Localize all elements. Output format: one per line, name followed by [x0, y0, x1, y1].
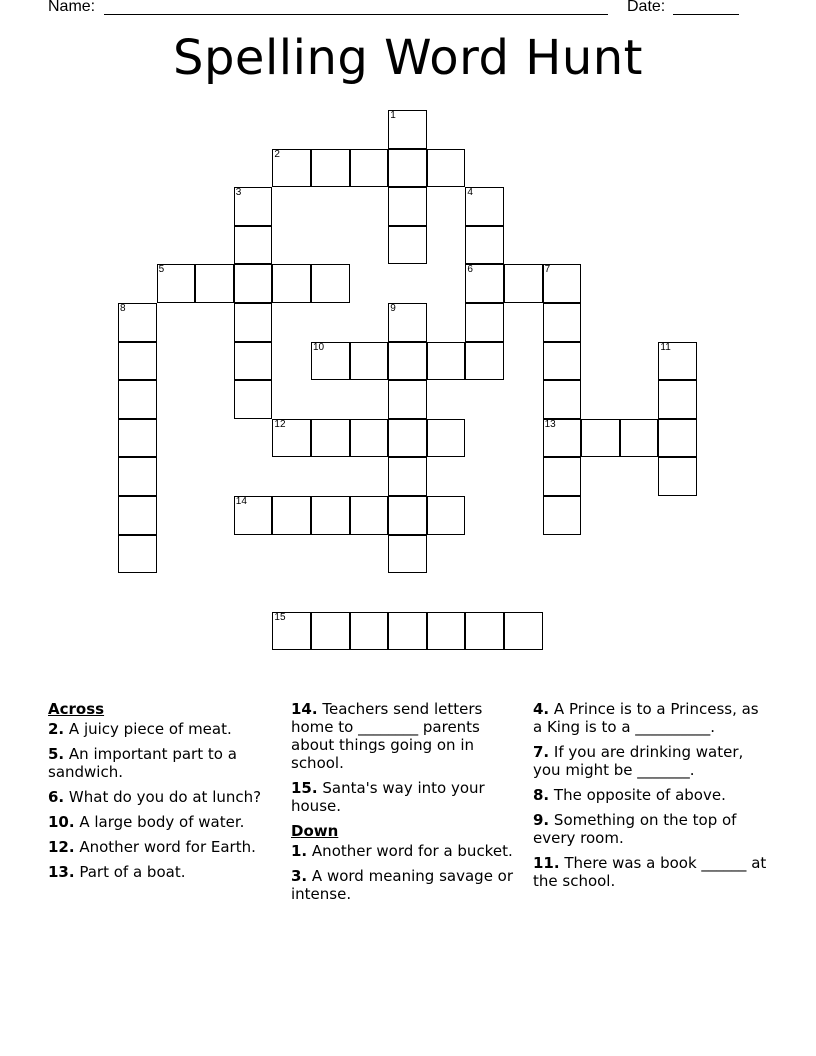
grid-cell[interactable] [234, 303, 273, 342]
grid-cell[interactable] [350, 149, 389, 188]
clue-across-15: 15. Santa's way into your house. [291, 779, 485, 815]
grid-cell[interactable] [234, 342, 273, 381]
grid-cell[interactable] [388, 303, 427, 342]
grid-cell[interactable] [311, 264, 350, 303]
grid-cell-number: 6 [467, 264, 473, 276]
grid-cell[interactable] [350, 496, 389, 535]
grid-cell[interactable] [543, 264, 582, 303]
grid-cell[interactable] [581, 419, 620, 458]
grid-cell[interactable] [311, 342, 350, 381]
clue-across-5: 5. An important part to a sandwich. [48, 745, 237, 781]
clue-down-11: 11. There was a book ______ at the school. [533, 854, 767, 890]
grid-cell[interactable] [427, 612, 466, 651]
grid-cell-number: 7 [544, 264, 551, 276]
grid-cell-number: 5 [158, 264, 165, 276]
grid-cell-number: 8 [120, 303, 126, 314]
grid-cell-number: 10 [313, 341, 325, 353]
clue-down-9: 9. Something on the top of every room. [533, 811, 737, 847]
grid-cell[interactable] [388, 535, 427, 574]
grid-cell[interactable] [427, 419, 466, 458]
grid-cell-number: 13 [544, 418, 556, 430]
grid-cell[interactable] [504, 612, 543, 651]
page-title: Spelling Word Hunt [172, 30, 643, 86]
down-heading: Down [291, 822, 339, 840]
grid-cell[interactable] [388, 110, 427, 149]
grid-cell[interactable] [388, 419, 427, 458]
grid-cell[interactable] [543, 496, 582, 535]
grid-cell[interactable] [311, 419, 350, 458]
grid-cell[interactable] [543, 380, 582, 419]
grid-cell[interactable] [272, 612, 311, 651]
grid-cell[interactable] [311, 612, 350, 651]
grid-cell-number: 4 [467, 187, 473, 199]
clue-down-8: 8. The opposite of above. [533, 786, 726, 804]
grid-cell[interactable] [272, 264, 311, 303]
grid-cell[interactable] [118, 457, 157, 496]
grid-cell[interactable] [465, 226, 504, 265]
grid-cell[interactable] [504, 264, 543, 303]
grid-cell[interactable] [272, 419, 311, 458]
grid-cell[interactable] [118, 303, 157, 342]
grid-cell[interactable] [465, 342, 504, 381]
grid-cell[interactable] [388, 187, 427, 226]
grid-cell[interactable] [272, 496, 311, 535]
grid-cell[interactable] [234, 264, 273, 303]
grid-cell[interactable] [350, 342, 389, 381]
grid-cell[interactable] [234, 380, 273, 419]
grid-cell-number: 11 [660, 341, 671, 353]
grid-cell[interactable] [543, 342, 582, 381]
grid-cell[interactable] [465, 303, 504, 342]
grid-cell[interactable] [465, 187, 504, 226]
grid-cell[interactable] [118, 419, 157, 458]
grid-cell-number: 14 [235, 496, 247, 507]
grid-cell[interactable] [658, 457, 697, 496]
grid-cell[interactable] [272, 149, 311, 188]
grid-cell[interactable] [658, 342, 697, 381]
grid-cell[interactable] [543, 419, 582, 458]
grid-cell[interactable] [388, 149, 427, 188]
across-heading: Across [48, 700, 105, 718]
grid-cell[interactable] [157, 264, 196, 303]
grid-cell-number: 1 [390, 110, 396, 121]
grid-cell-number: 2 [274, 148, 280, 160]
grid-cell[interactable] [427, 149, 466, 188]
grid-cell[interactable] [350, 419, 389, 458]
clue-down-3: 3. A word meaning savage or intense. [291, 867, 514, 903]
grid-cell[interactable] [388, 380, 427, 419]
clue-across-10: 10. A large body of water. [48, 813, 245, 831]
grid-cell-number: 3 [235, 187, 242, 199]
grid-cell[interactable] [388, 342, 427, 381]
grid-cell[interactable] [118, 342, 157, 381]
clue-across-14: 14. Teachers send letters home to ________ parents about things going on in school. [291, 700, 483, 772]
grid-cell[interactable] [543, 303, 582, 342]
grid-cell[interactable] [118, 496, 157, 535]
clues-column-2 [291, 700, 526, 910]
grid-cell[interactable] [234, 226, 273, 265]
grid-cell[interactable] [195, 264, 234, 303]
clue-across-2: 2. A juicy piece of meat. [48, 720, 232, 738]
clue-across-13: 13. Part of a boat. [48, 863, 186, 881]
grid-cell[interactable] [388, 612, 427, 651]
grid-cell[interactable] [427, 496, 466, 535]
clue-down-7: 7. If you are drinking water, you might be _______. [533, 743, 744, 779]
grid-cell[interactable] [388, 457, 427, 496]
grid-cell[interactable] [465, 612, 504, 651]
date-label: Date: [627, 0, 666, 15]
clue-across-6: 6. What do you do at lunch? [48, 788, 262, 806]
grid-cell-number: 12 [274, 418, 286, 430]
grid-cell[interactable] [118, 380, 157, 419]
grid-cell[interactable] [658, 380, 697, 419]
grid-cell[interactable] [658, 419, 697, 458]
clue-down-4: 4. A Prince is to a Princess, as a King is to a __________. [533, 700, 759, 736]
grid-cell[interactable] [388, 496, 427, 535]
grid-cell[interactable] [388, 226, 427, 265]
grid-cell[interactable] [620, 419, 659, 458]
grid-cell-number: 15 [274, 611, 286, 623]
clue-across-12: 12. Another word for Earth. [48, 838, 256, 856]
grid-cell[interactable] [118, 535, 157, 574]
grid-cell-number: 9 [390, 303, 396, 314]
grid-cell[interactable] [427, 342, 466, 381]
grid-cell[interactable] [311, 149, 350, 188]
name-label: Name: [48, 0, 96, 15]
grid-cell[interactable] [234, 187, 273, 226]
clue-down-1: 1. Another word for a bucket. [291, 842, 513, 860]
grid-cell[interactable] [311, 496, 350, 535]
grid-cell[interactable] [465, 264, 504, 303]
grid-cell[interactable] [543, 457, 582, 496]
clues-column-1 [48, 700, 283, 888]
grid-cell[interactable] [350, 612, 389, 651]
clues-column-3 [533, 700, 768, 897]
grid-cell[interactable] [234, 496, 273, 535]
